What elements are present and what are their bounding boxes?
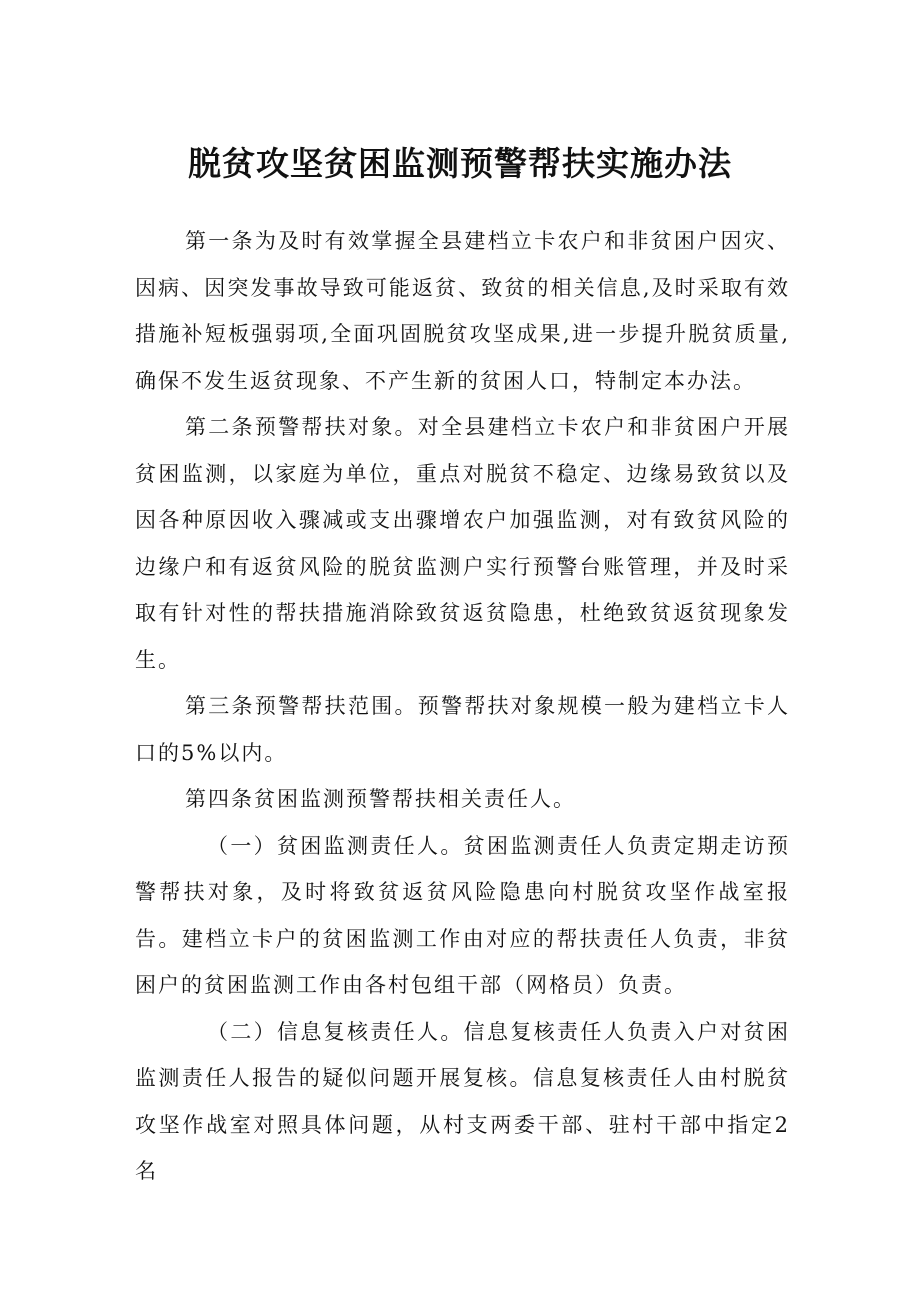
- article-4-paragraph: 第四条贫困监测预警帮扶相关责任人。: [185, 787, 576, 811]
- document-title: 脱贫攻坚贫困监测预警帮扶实施办法: [188, 144, 732, 183]
- document-body: [135, 218, 790, 1195]
- article-3-paragraph: 第三条预警帮扶范围。预警帮扶对象规模一般为建档立卡人口的5%以内。: [135, 694, 790, 765]
- article-4-item-1-paragraph: （一）贫困监测责任人。贫困监测责任人负责定期走访预警帮扶对象，及时将致贫返贫风险隐患向村脱贫攻坚作战室报告。建档立卡户的贫困监测工作由对应的帮扶责任人负责，非贫困户的贫困监测工作由各村包组干部（网格员）负责。: [135, 833, 790, 997]
- article-1-paragraph: 第一条为及时有效掌握全县建档立卡农户和非贫困户因灾、因病、因突发事故导致可能返贫、致贫的相关信息,及时采取有效措施补短板强弱项,全面巩固脱贫攻坚成果,进一步提升脱贫质量,确保不发生返贫现象、不产生新的贫困人口，特制定本办法。: [135, 229, 790, 393]
- article-2-paragraph: 第二条预警帮扶对象。对全县建档立卡农户和非贫困户开展贫困监测，以家庭为单位，重点对脱贫不稳定、边缘易致贫以及因各种原因收入骤减或支出骤增农户加强监测，对有致贫风险的边缘户和有返贫风险的脱贫监测户实行预警台账管理，并及时采取有针对性的帮扶措施消除致贫返贫隐患，杜绝致贫返贫现象发生。: [135, 415, 790, 672]
- article-4-item-2-paragraph: （二）信息复核责任人。信息复核责任人负责入户对贫困监测责任人报告的疑似问题开展复核。信息复核责任人由村脱贫攻坚作战室对照具体问题，从村支两委干部、驻村干部中指定2名: [135, 1019, 790, 1183]
